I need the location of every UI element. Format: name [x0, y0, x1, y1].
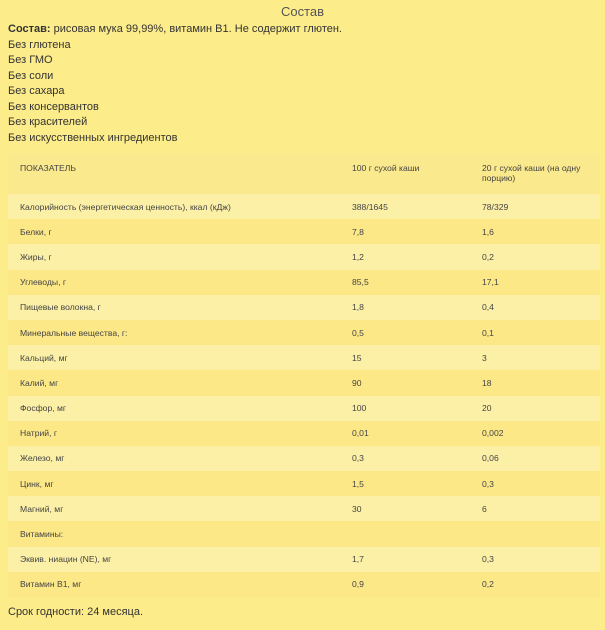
free-from-item: Без искусственных ингредиентов	[8, 131, 178, 144]
row-value-20g: 0,3	[482, 478, 494, 489]
free-from-item: Без глютена	[8, 38, 71, 51]
row-value-100g: 30	[352, 503, 362, 514]
free-from-item: Без сахара	[8, 85, 65, 97]
row-value-20g: 0,1	[482, 327, 494, 338]
row-value-20g: 17,1	[482, 277, 499, 288]
table-row	[8, 345, 600, 370]
row-value-20g: 0,3	[482, 554, 494, 565]
table-row	[8, 496, 600, 521]
row-indicator: Минеральные вещества, г:	[20, 327, 128, 338]
column-header-20g: 20 г сухой каши (на одну порцию)	[482, 163, 581, 183]
table-header-row	[8, 153, 600, 194]
row-value-20g: 0,2	[482, 579, 494, 590]
table-row	[8, 295, 600, 320]
row-value-20g: 6	[482, 503, 487, 514]
row-indicator: Жиры, г	[20, 251, 52, 262]
row-value-100g: 0,3	[352, 453, 364, 464]
row-value-20g: 0,06	[482, 453, 499, 464]
row-indicator: Фосфор, мг	[20, 403, 67, 414]
row-value-100g: 85,5	[352, 277, 369, 288]
row-value-100g: 1,2	[352, 251, 364, 262]
table-row	[8, 521, 600, 546]
free-from-item: Без красителей	[8, 116, 88, 128]
row-indicator: Калорийность (энергетическая ценность), ккал (кДж)	[20, 201, 231, 212]
row-indicator: Эквив. ниацин (NE), мг	[20, 554, 112, 565]
row-value-100g: 0,01	[352, 428, 369, 439]
table-row	[8, 244, 600, 269]
row-value-20g: 1,6	[482, 226, 494, 237]
shelf-life: Срок годности: 24 месяца.	[8, 606, 144, 618]
row-indicator: Углеводы, г	[20, 277, 66, 288]
table-row	[8, 194, 600, 219]
row-value-100g: 15	[352, 352, 362, 363]
row-value-20g: 3	[482, 352, 487, 363]
row-value-20g: 20	[482, 403, 492, 414]
row-value-100g: 90	[352, 377, 362, 388]
row-indicator: Кальций, мг	[20, 352, 68, 363]
row-value-20g: 0,4	[482, 302, 494, 313]
row-indicator: Железо, мг	[20, 453, 65, 464]
table-row	[8, 270, 600, 295]
row-indicator: Пищевые волокна, г	[20, 302, 101, 313]
row-indicator: Цинк, мг	[20, 478, 54, 489]
column-header-100g: 100 г сухой каши	[352, 163, 420, 173]
column-header-indicator: ПОКАЗАТЕЛЬ	[20, 163, 77, 173]
row-indicator: Магний, мг	[20, 503, 64, 514]
row-value-100g: 1,7	[352, 554, 364, 565]
row-value-100g: 0,9	[352, 579, 364, 590]
free-from-item: Без ГМО	[8, 54, 53, 66]
row-value-20g: 0,002	[482, 428, 504, 439]
table-row	[8, 421, 600, 446]
row-value-100g: 388/1645	[352, 201, 388, 212]
row-indicator: Натрий, г	[20, 428, 58, 439]
row-indicator: Калий, мг	[20, 377, 59, 388]
row-value-100g: 100	[352, 403, 367, 414]
composition-line	[8, 22, 605, 38]
row-indicator: Белки, г	[20, 226, 52, 237]
table-row	[8, 471, 600, 496]
row-value-100g: 1,5	[352, 478, 364, 489]
table-row	[8, 320, 600, 345]
composition-label: Состав:	[8, 23, 51, 35]
row-value-20g: 78/329	[482, 201, 509, 212]
table-row	[8, 547, 600, 572]
row-value-100g: 7,8	[352, 226, 364, 237]
free-from-item: Без консервантов	[8, 100, 99, 113]
page-title: Состав	[280, 4, 325, 19]
table-row	[8, 219, 600, 244]
row-value-20g: 0,2	[482, 251, 494, 262]
row-indicator: Витамин В1, мг	[20, 579, 82, 590]
row-value-20g: 18	[482, 377, 492, 388]
row-value-100g	[340, 521, 470, 546]
table-row	[8, 370, 600, 395]
table-row	[8, 572, 600, 597]
table-row	[8, 396, 600, 421]
row-value-100g: 1,8	[352, 302, 364, 313]
nutrition-table	[8, 153, 600, 597]
composition-section	[0, 22, 605, 146]
row-value-20g	[470, 521, 600, 546]
free-from-item: Без соли	[8, 69, 54, 82]
row-indicator: Витамины:	[20, 529, 64, 540]
table-row	[8, 446, 600, 471]
composition-text: рисовая мука 99,99%, витамин В1. Не содержит глютен.	[50, 23, 342, 35]
row-value-100g: 0,5	[352, 327, 364, 338]
